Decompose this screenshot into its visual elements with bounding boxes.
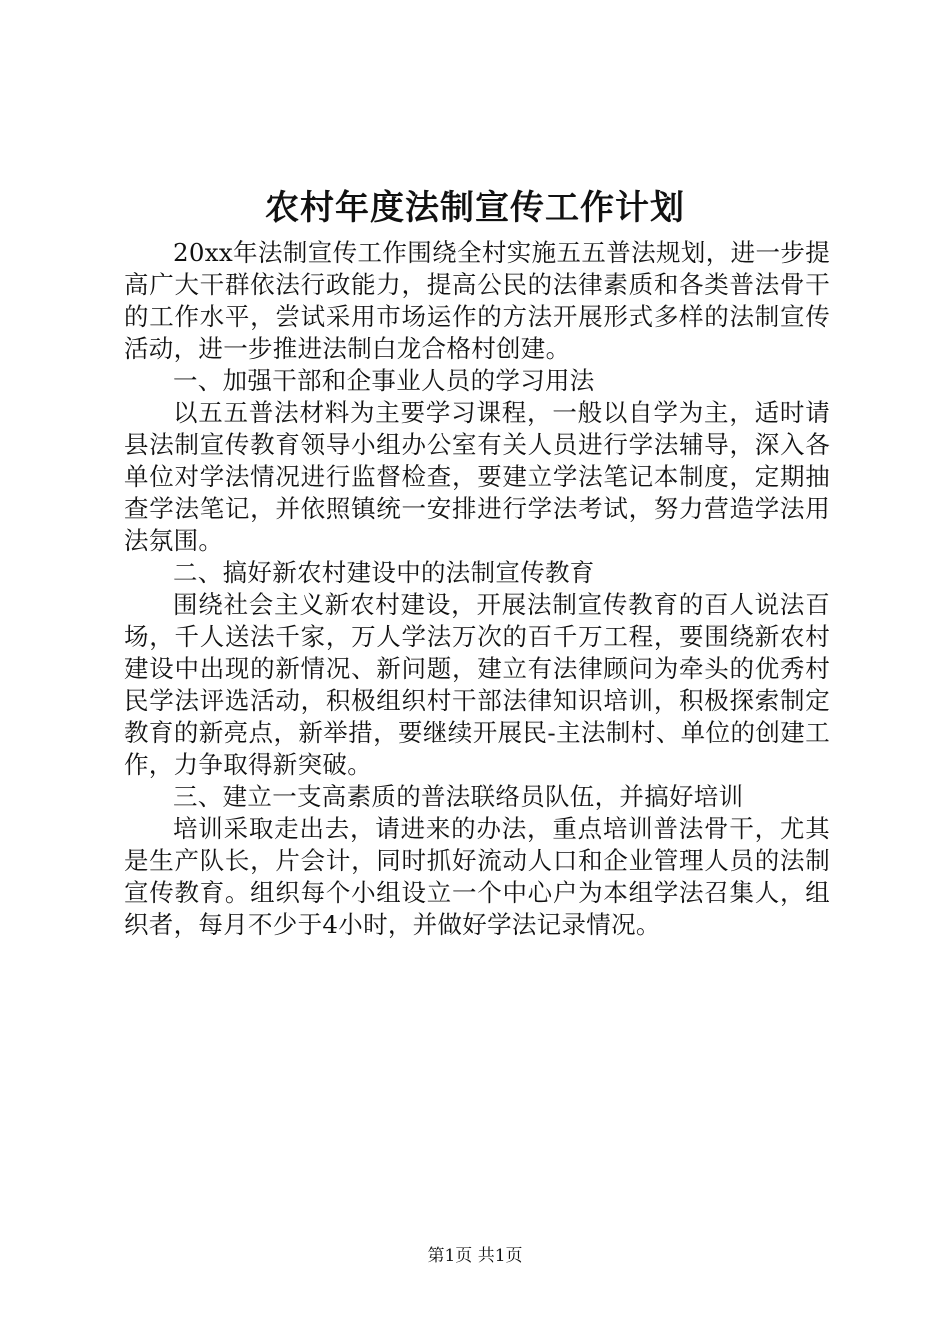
section-paragraph-1: 以五五普法材料为主要学习课程，一般以自学为主，适时请县法制宣传教育领导小组办公室有关人员进行学法辅导，深入各单位对学法情况进行监督检查，要建立学法笔记本制度，定期抽查学法笔记，并依照镇统一安排进行学法考试，努力营造学法用法氛围。 [124,398,830,555]
intro-paragraph: 20xx年法制宣传工作围绕全村实施五五普法规划，进一步提高广大干群依法行政能力，提高公民的法律素质和各类普法骨干的工作水平，尝试采用市场运作的方法开展形式多样的法制宣传活动，进一步推进法制白龙合格村创建。 [124,238,830,363]
document-body [124,237,830,941]
section-heading-2: 二、搞好新农村建设中的法制宣传教育 [173,558,595,587]
page-footer: 第1页 共1页 [427,1246,523,1266]
section-heading-3: 三、建立一支高素质的普法联络员队伍，并搞好培训 [173,782,744,811]
document-title: 农村年度法制宣传工作计划 [265,188,685,228]
section-paragraph-2: 围绕社会主义新农村建设，开展法制宣传教育的百人说法百场，千人送法千家，万人学法万次的百千万工程，要围绕新农村建设中出现的新情况、新问题，建立有法律顾问为牵头的优秀村民学法评选活动，积极组织村干部法律知识培训，积极探索制定教育的新亮点，新举措，要继续开展民-主法制村、单位的创建工作，力争取得新突破。 [124,590,830,779]
section-heading-1: 一、加强干部和企事业人员的学习用法 [173,366,595,395]
section-paragraph-3: 培训采取走出去，请进来的办法，重点培训普法骨干，尤其是生产队长，片会计，同时抓好流动人口和企业管理人员的法制宣传教育。组织每个小组设立一个中心户为本组学法召集人，组织者，每月不少于4小时，并做好学法记录情况。 [124,814,830,939]
